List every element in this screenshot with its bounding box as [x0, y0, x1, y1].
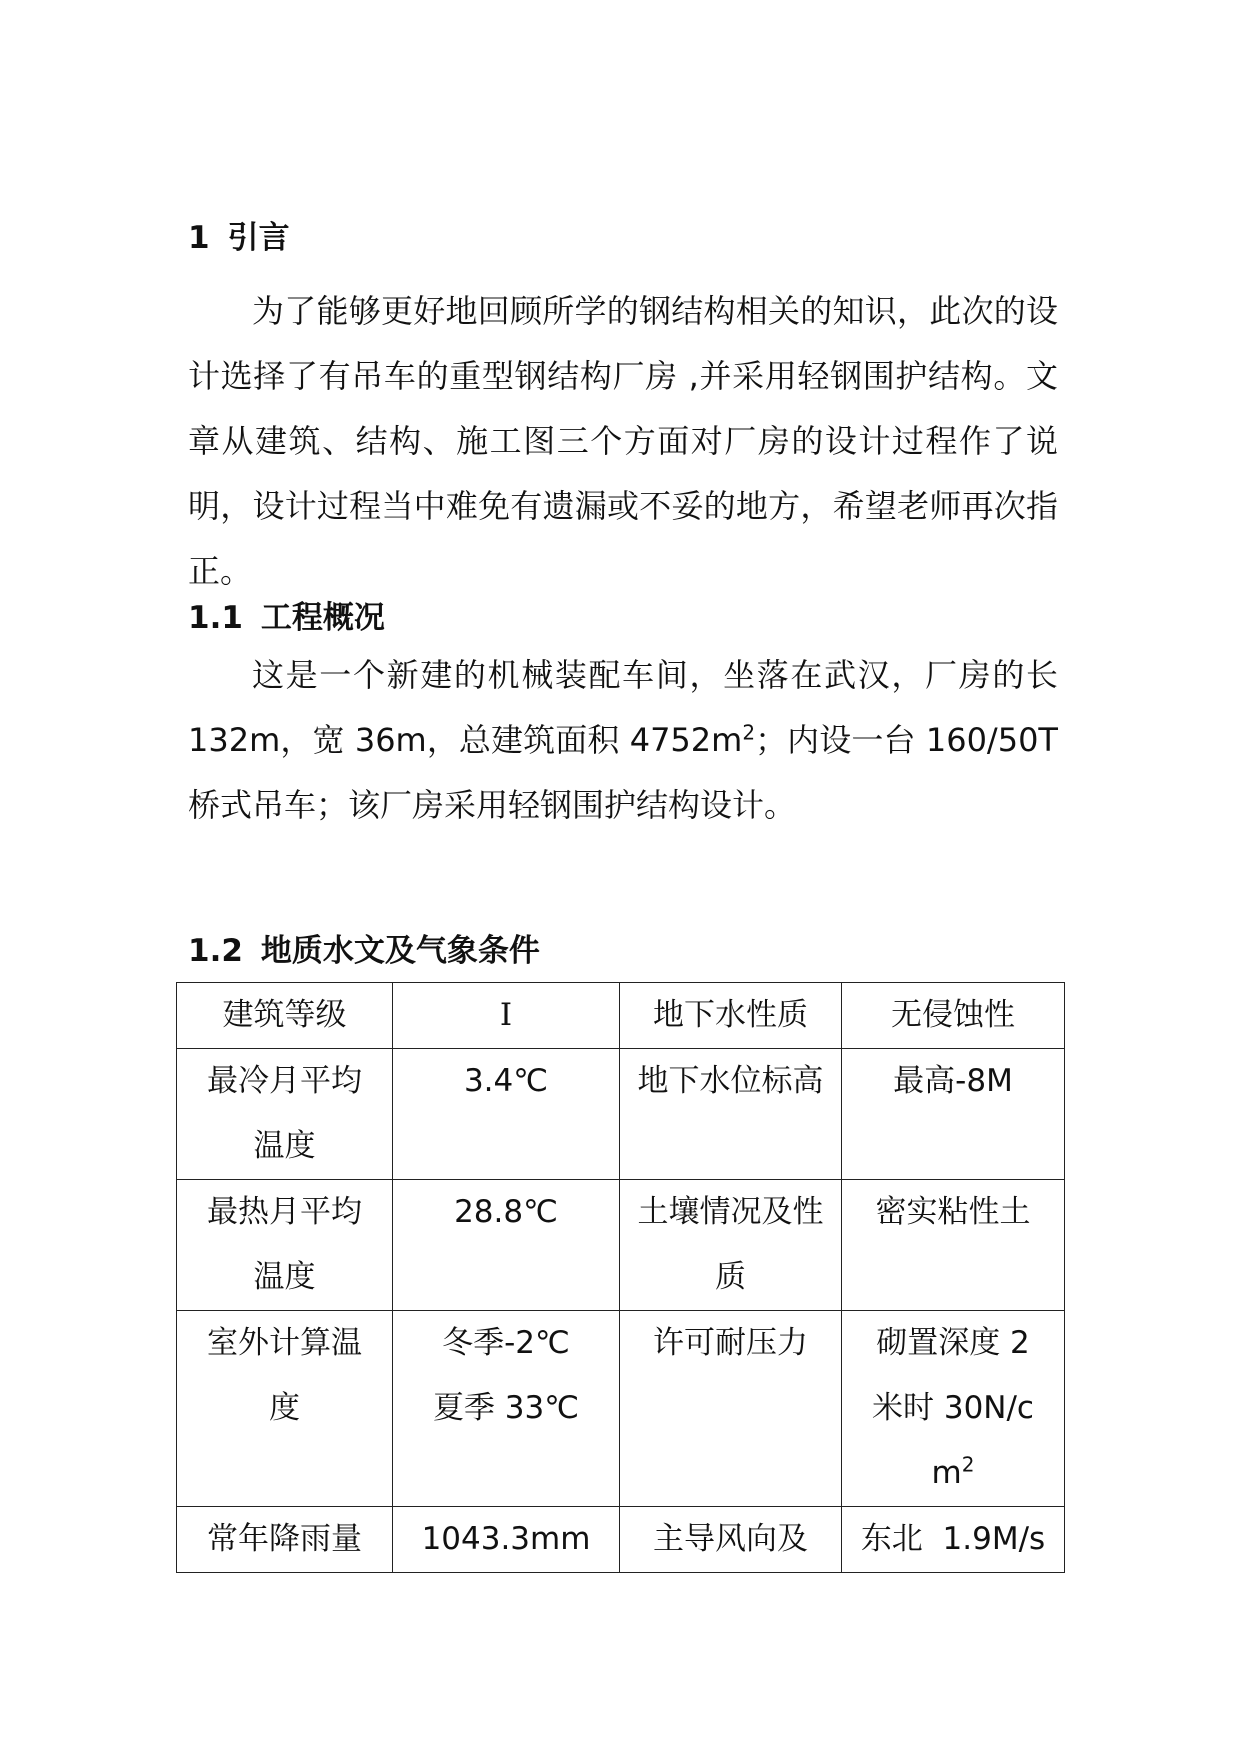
table-cell: 最热月平均温度 — [177, 1180, 393, 1311]
table-cell: 最高-8M — [842, 1049, 1065, 1180]
table-cell: 室外计算温度 — [177, 1311, 393, 1507]
section-number: 1 — [188, 220, 210, 256]
section-title: 工程概况 — [260, 600, 385, 636]
table-cell — [842, 1311, 1065, 1507]
overview-paragraph — [188, 643, 1058, 838]
table-cell: 最冷月平均温度 — [177, 1049, 393, 1180]
table-cell — [393, 1311, 620, 1507]
table-cell: 3.4℃ — [393, 1049, 620, 1180]
section-heading-geology — [188, 931, 540, 971]
overview-text-part1: 这是一个新建的机械装配车间，坐落在武汉，厂房的长132m，宽 36m，总建筑面积 4752m — [188, 656, 1058, 759]
section-heading-intro — [188, 218, 290, 258]
cell-text: 砌置深度 2 米时 30N/cm — [872, 1325, 1034, 1491]
section-title: 引言 — [227, 220, 290, 256]
geology-table — [176, 982, 1065, 1573]
table-cell: I — [393, 983, 620, 1049]
table-row — [177, 1507, 1065, 1573]
superscript: 2 — [742, 720, 756, 745]
table-cell: 许可耐压力 — [620, 1311, 842, 1507]
section-heading-overview — [188, 598, 385, 638]
table-row — [177, 1049, 1065, 1180]
table-cell: 建筑等级 — [177, 983, 393, 1049]
table-cell: 东北 1.9M/s — [842, 1507, 1065, 1573]
intro-paragraph: 为了能够更好地回顾所学的钢结构相关的知识，此次的设计选择了有吊车的重型钢结构厂房 ,并采用轻钢围护结构。文章从建筑、结构、施工图三个方面对厂房的设计过程作了说明，设计过程当中难免有遗漏或不妥的地方，希望老师再次指正。 — [188, 292, 1058, 590]
cell-line: 夏季 33℃ — [432, 1390, 580, 1426]
superscript: 2 — [961, 1452, 975, 1477]
table-row — [177, 983, 1065, 1049]
table-cell: 地下水位标高 — [620, 1049, 842, 1180]
table-cell: 地下水性质 — [620, 983, 842, 1049]
overview-text-part2: ；内设一台 160/50T 桥式吊车；该厂房采用轻钢围护结构设计。 — [188, 721, 1058, 824]
table-cell: 无侵蚀性 — [842, 983, 1065, 1049]
table-row — [177, 1311, 1065, 1507]
table-cell: 主导风向及 — [620, 1507, 842, 1573]
table-cell: 密实粘性土 — [842, 1180, 1065, 1311]
cell-line: 冬季-2℃ — [442, 1325, 570, 1361]
table-cell: 常年降雨量 — [177, 1507, 393, 1573]
section-number: 1.2 — [188, 933, 243, 969]
section-number: 1.1 — [188, 600, 243, 636]
section-title: 地质水文及气象条件 — [260, 933, 540, 969]
table-row — [177, 1180, 1065, 1311]
table-cell: 1043.3mm — [393, 1507, 620, 1573]
table-cell: 28.8℃ — [393, 1180, 620, 1311]
table-cell: 土壤情况及性质 — [620, 1180, 842, 1311]
